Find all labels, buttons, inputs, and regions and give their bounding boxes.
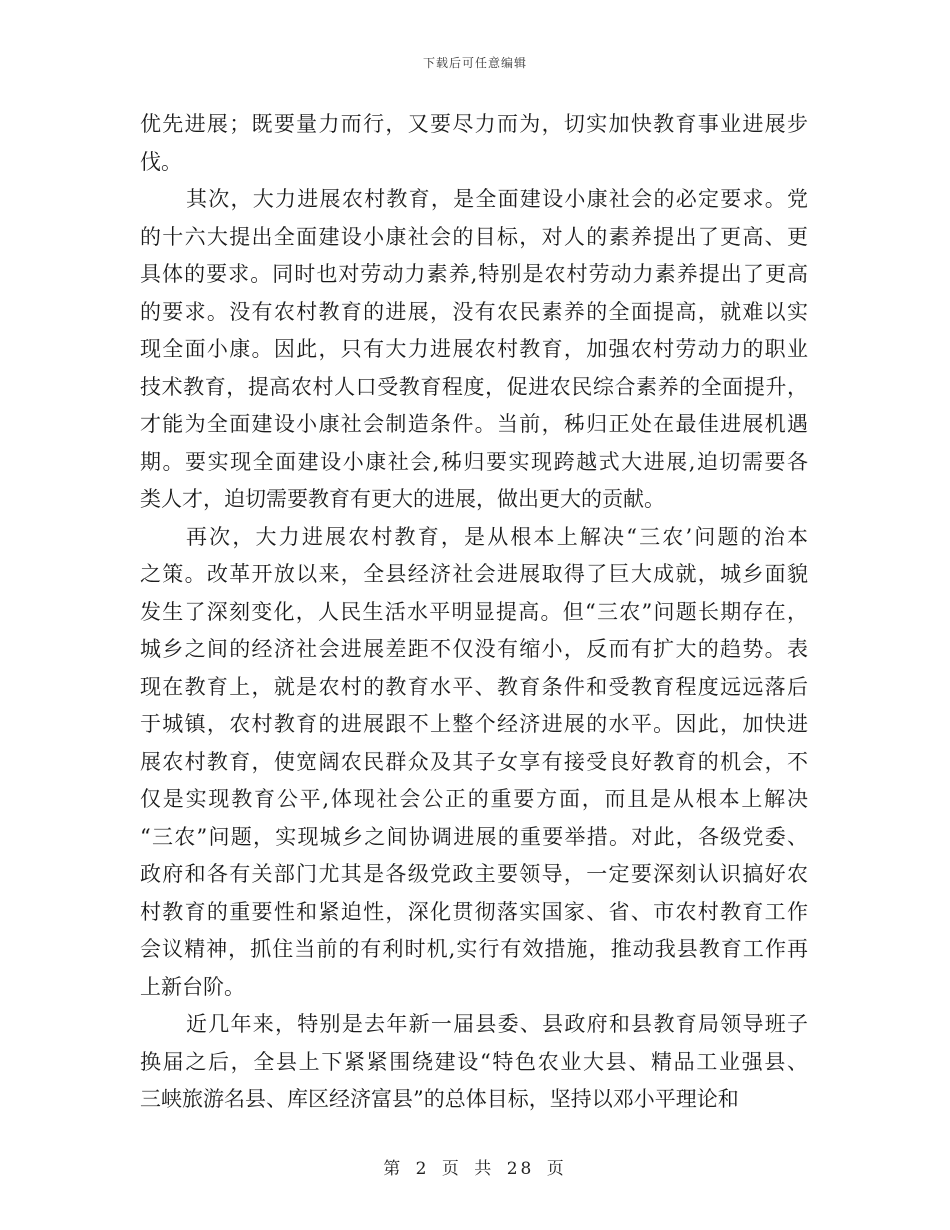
text-line: 的十六大提出全面建设小康社会的目标，对人的素养提出了更高、更 [140,224,808,249]
text-line: 现全面小康。因此，只有大力进展农村教育，加强农村劳动力的职业 [140,337,808,361]
text-line: 换届之后，全县上下紧紧围绕建设“特色农业大县、精品工业强县、 [140,1049,808,1074]
text-line: 发生了深刻变化，人民生活水平明显提高。但“三农”问题长期存在， [140,599,808,624]
page-footer: 第 2 页 共 28 页 [383,1159,567,1179]
text-line: 技术教育，提高农村人口受教育程度，促进农民综合素养的全面提升， [140,374,808,399]
text-line: 期。要实现全面建设小康社会,秭归要实现跨越式大进展,迫切需要各 [140,449,808,474]
document-body [140,106,808,1119]
text-line: 近几年来，特别是去年新一届县委、县政府和县教育局领导班子 [186,1012,808,1036]
text-line: “三农”问题，实现城乡之间协调进展的重要举措。对此，各级党委、 [140,824,808,849]
text-line: 类人才，迫切需要教育有更大的进展，做出更大的贡献。 [140,487,665,511]
text-line: 优先进展；既要量力而行，又要尽力而为，切实加快教育事业进展步 [140,112,808,136]
text-line: 再次，大力进展农村教育，是从根本上解决“三农’问题的治本 [186,524,808,549]
text-line: 伐。 [140,149,182,174]
text-line: 的要求。没有农村教育的进展，没有农民素养的全面提高，就难以实 [140,299,808,324]
text-line: 仅是实现教育公平,体现社会公正的重要方面，而且是从根本上解决 [140,787,808,811]
text-line: 上新台阶。 [140,974,245,999]
text-line: 城乡之间的经济社会进展差距不仅没有缩小，反而有扩大的趋势。表 [140,637,808,661]
page-header: 下载后可任意编辑 [422,56,527,70]
text-line: 会议精神，抓住当前的有利时机,实行有效措施，推动我县教育工作再 [140,937,808,961]
text-line: 之策。改革开放以来，全县经济社会进展取得了巨大成就，城乡面貌 [140,562,808,586]
text-line: 现在教育上，就是农村的教育水平、教育条件和受教育程度远远落后 [140,674,808,699]
text-line: 于城镇，农村教育的进展跟不上整个经济进展的水平。因此，加快进 [140,712,808,736]
text-line: 其次，大力进展农村教育，是全面建设小康社会的必定要求。党 [186,187,808,211]
text-line: 具体的要求。同时也对劳动力素养,特别是农村劳动力素养提出了更高 [140,262,808,286]
text-line: 政府和各有关部门尤其是各级党政主要领导，一定要深刻认识搞好农 [140,862,808,886]
text-line: 三峡旅游名县、库区经济富县”的总体目标，坚持以邓小平理论和 [140,1087,739,1111]
text-line: 才能为全面建设小康社会制造条件。当前，秭归正处在最佳进展机遇 [140,412,808,436]
text-line: 村教育的重要性和紧迫性，深化贯彻落实国家、省、市农村教育工作 [140,899,808,924]
text-line: 展农村教育，使宽阔农民群众及其子女享有接受良好教育的机会，不 [140,749,808,774]
